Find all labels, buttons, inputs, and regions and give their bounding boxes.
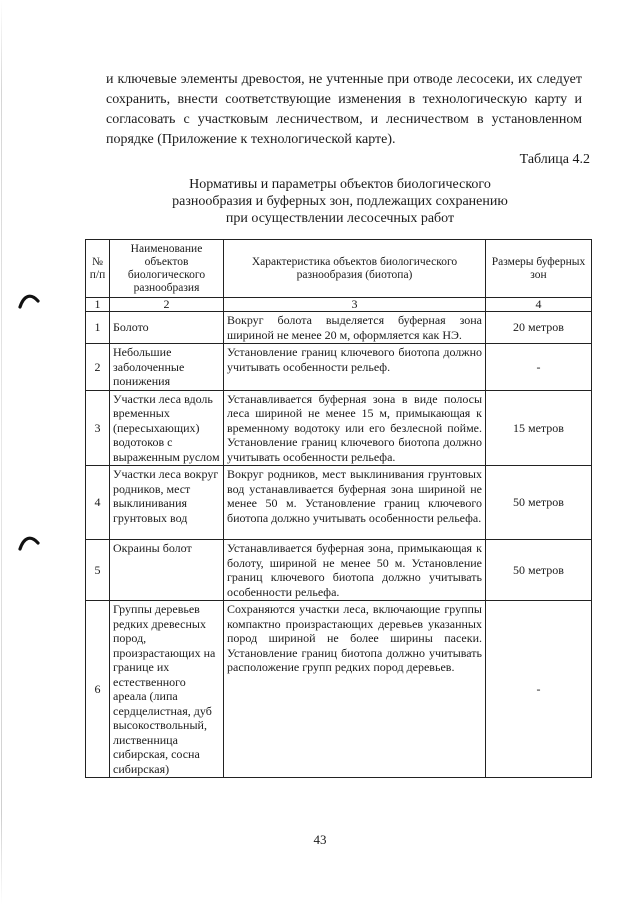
row-object-name: Болото (110, 312, 224, 344)
row-buffer-size: 15 метров (486, 390, 592, 466)
table-row (86, 601, 592, 778)
row-object-name: Группы деревьев редких древесных пород, произрастающих на границе их естественного ареала (липа сердцелистная, дуб высокоствольный, лиственница сибирская, сосна сибирская) (110, 601, 224, 778)
table-row (86, 390, 592, 466)
column-number: 4 (486, 298, 592, 312)
row-object-name: Небольшие заболоченные понижения (110, 344, 224, 391)
column-number: 1 (86, 298, 110, 312)
row-number: 2 (86, 344, 110, 391)
table-label: Таблица 4.2 (519, 152, 590, 167)
table-row (86, 540, 592, 601)
page-edge-shadow (1, 0, 2, 905)
caption-line: Нормативы и параметры объектов биологического (189, 177, 491, 192)
row-buffer-size: 50 метров (486, 466, 592, 540)
row-buffer-size: - (486, 344, 592, 391)
column-number: 2 (110, 298, 224, 312)
column-number-row (86, 298, 592, 312)
row-buffer-size: 20 метров (486, 312, 592, 344)
biodiversity-table (85, 239, 592, 778)
table-row (86, 344, 592, 391)
row-characteristic: Вокруг родников, мест выклинивания грунтовых вод устанавливается буферная зона шириной не менее 50 м. Установление границ ключевого биотопа должно учитывать особенности рельефа. (224, 466, 486, 540)
row-number: 4 (86, 466, 110, 540)
row-characteristic: Устанавливается буферная зона, примыкающая к болоту, шириной не менее 50 м. Установление границ ключевого биотопа должно учитывать особенности рельефа. (224, 540, 486, 601)
scan-mark (18, 533, 40, 551)
scan-mark (18, 291, 40, 309)
row-object-name: Окраины болот (110, 540, 224, 601)
caption-line: разнообразия и буферных зон, подлежащих сохранению (172, 194, 508, 209)
row-characteristic: Вокруг болота выделяется буферная зона шириной не менее 20 м, оформляется как НЭ. (224, 312, 486, 344)
row-number: 3 (86, 390, 110, 466)
page-number: 43 (313, 832, 327, 847)
row-object-name: Участки леса вокруг родников, мест выклинивания грунтовых вод (110, 466, 224, 540)
row-characteristic: Сохраняются участки леса, включающие группы компактно произрастающих деревьев указанных пород шириной не более ширины пасеки. Установление границ биотопа должно учитывать расположение групп редких пород деревьев. (224, 601, 486, 778)
header-buffer-size: Размеры буферных зон (486, 240, 592, 298)
header-number: № п/п (86, 240, 110, 298)
table-row (86, 312, 592, 344)
row-buffer-size: - (486, 601, 592, 778)
row-number: 5 (86, 540, 110, 601)
table-row (86, 466, 592, 540)
row-object-name: Участки леса вдоль временных (пересыхающих) водотоков с выраженным руслом (110, 390, 224, 466)
row-number: 1 (86, 312, 110, 344)
row-characteristic: Установление границ ключевого биотопа должно учитывать особенности рельеф. (224, 344, 486, 391)
row-buffer-size: 50 метров (486, 540, 592, 601)
intro-paragraph: и ключевые элементы древостоя, не учтенные при отводе лесосеки, их следует сохранить, внести соответствующие изменения в технологическую карту и согласовать с участковым лесничеством, и лесничеством в установленном порядке (Приложение к технологической карте). (106, 72, 582, 147)
header-name: Наименование объектов биологического разнообразия (110, 240, 224, 298)
row-number: 6 (86, 601, 110, 778)
row-characteristic: Устанавливается буферная зона в виде полосы леса шириной не менее 15 м, примыкающая к временному водотоку или его безлесной пойме. Установление границ ключевого биотопа должно учитывать особенности рельефа. (224, 390, 486, 466)
table-header-row (86, 240, 592, 298)
table-caption (150, 176, 530, 227)
column-number: 3 (224, 298, 486, 312)
header-characteristic: Характеристика объектов биологического разнообразия (биотопа) (224, 240, 486, 298)
caption-line: при осуществлении лесосечных работ (225, 211, 455, 226)
